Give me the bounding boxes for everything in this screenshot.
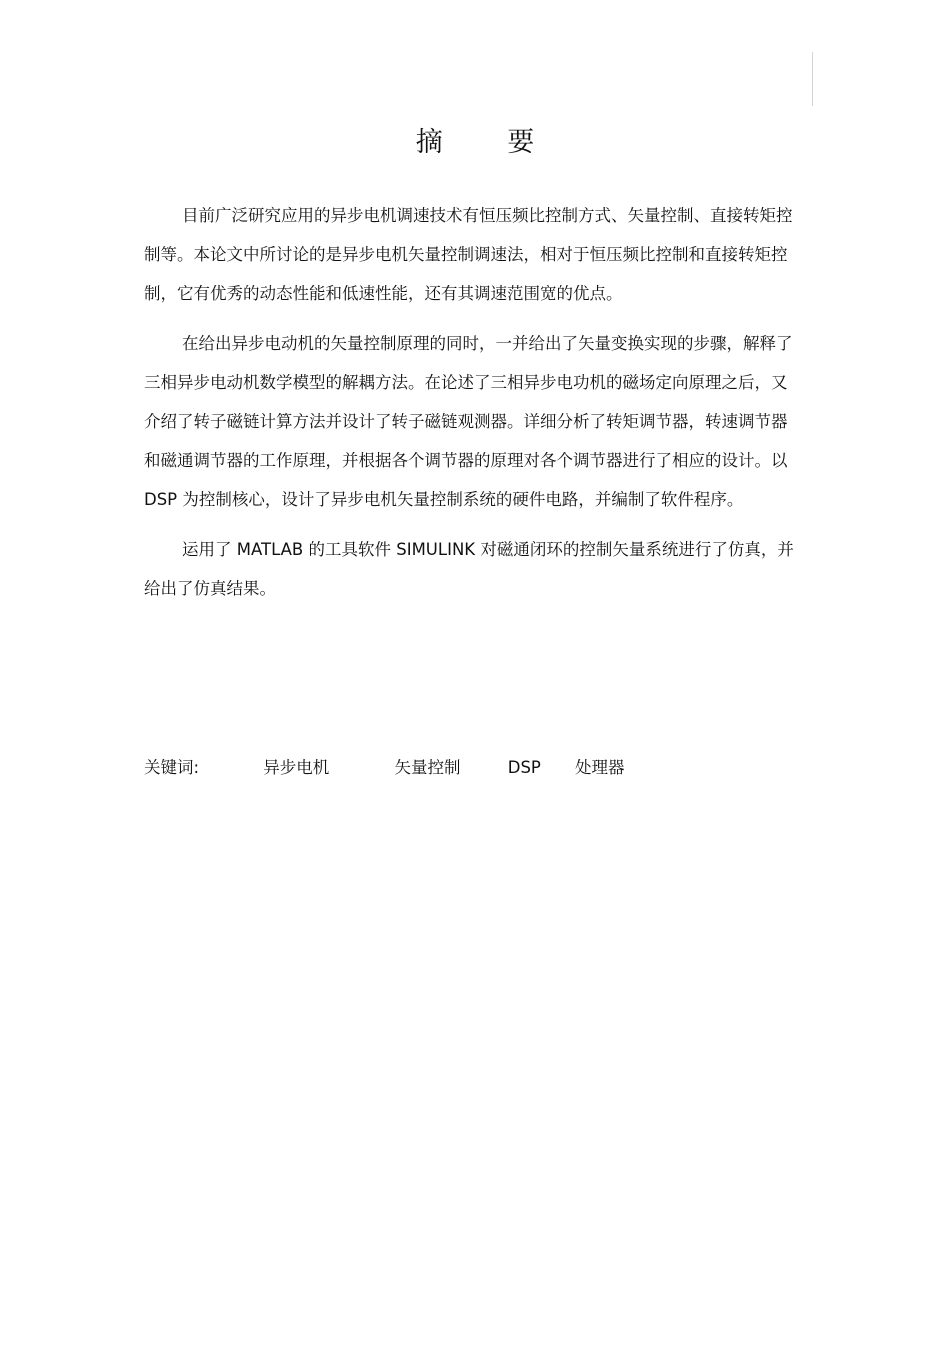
keyword-item: 异步电机 [263,758,330,777]
abstract-paragraph-1: 目前广泛研究应用的异步电机调速技术有恒压频比控制方式、矢量控制、直接转矩控制等。本论文中所讨论的是异步电机矢量控制调速法，相对于恒压频比控制和直接转矩控制，它有优秀的动态性能和低速性能，还有其调速范围宽的优点。 [144,206,793,303]
keyword-item: 处理器 [575,758,625,777]
margin-rule [812,52,813,106]
keywords-label: 关键词: [144,758,200,777]
abstract-paragraph-3: 运用了 MATLAB 的工具软件 SIMULINK 对磁通闭环的控制矢量系统进行了仿真，并给出了仿真结果。 [144,540,794,598]
abstract-body [144,196,794,619]
keyword-item: 矢量控制 [394,758,461,777]
page-title: 摘 要 [415,127,563,158]
keywords-line [144,752,625,784]
abstract-paragraph-2: 在给出异步电动机的矢量控制原理的同时，一并给出了矢量变换实现的步骤，解释了三相异步电动机数学模型的解耦方法。在论述了三相异步电功机的磁场定向原理之后，又介绍了转子磁链计算方法并设计了转子磁链观测器。详细分析了转矩调节器，转速调节器和磁通调节器的工作原理，并根据各个调节器的原理对各个调节器进行了相应的设计。以 DSP 为控制核心，设计了异步电机矢量控制系统的硬件电路，并编制了软件程序。 [144,334,793,509]
keyword-item: DSP [507,758,541,777]
